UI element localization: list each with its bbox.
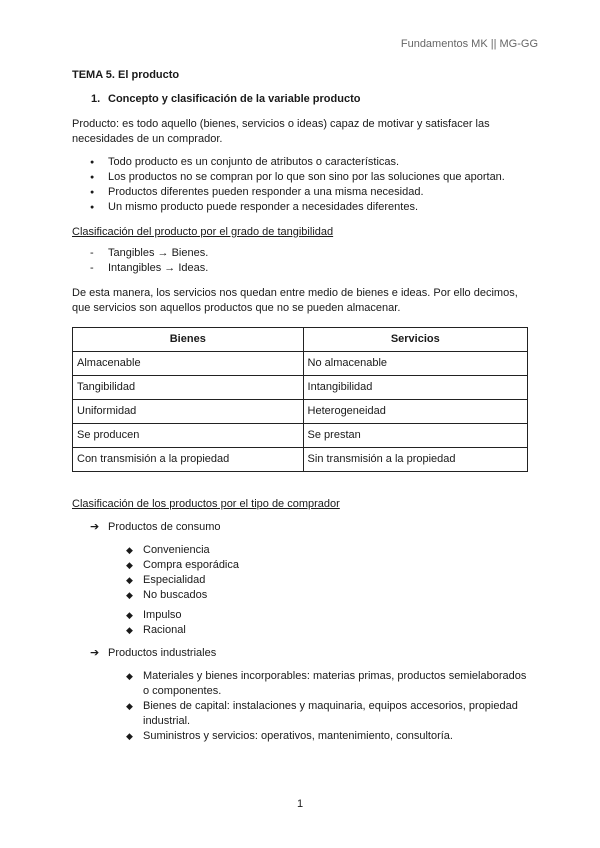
table-cell: No almacenable <box>303 352 527 376</box>
section-label: Concepto y clasificación de la variable producto <box>108 93 361 105</box>
table-cell: Uniformidad <box>73 400 304 424</box>
table-row <box>73 424 528 448</box>
bullet-item: ● Un mismo producto puede responder a necesidades diferentes. <box>90 200 530 215</box>
tangibility-item: - Tangibles → Bienes. <box>90 246 530 261</box>
list-item: ◆ Bienes de capital: instalaciones y maquinaria, equipos accesorios, propiedad industrial. <box>126 699 530 729</box>
tangibility-list <box>72 246 530 276</box>
list-item: ◆ Suministros y servicios: operativos, mantenimiento, consultoría. <box>126 729 530 744</box>
industrial-list <box>72 669 530 744</box>
industrial-products <box>72 646 530 661</box>
services-note: De esta manera, los servicios nos quedan entre medio de bienes e ideas. Por ello decimos, que servicios son aquellos productos que no se pueden almacenar. <box>72 287 518 314</box>
table-row <box>73 376 528 400</box>
table-row <box>73 448 528 472</box>
bullet-item: ● Productos diferentes pueden responder a una misma necesidad. <box>90 185 530 200</box>
list-item: ◆ No buscados <box>126 588 530 603</box>
table-cell: Tangibilidad <box>73 376 304 400</box>
list-item: ◆ Conveniencia <box>126 543 530 558</box>
buyer-heading: Clasificación de los productos por el tipo de comprador <box>72 498 340 510</box>
table-row <box>73 352 528 376</box>
bullet-item: ● Todo producto es un conjunto de atributos o características. <box>90 155 530 170</box>
consumer-list-2 <box>72 608 530 638</box>
list-item: ◆ Especialidad <box>126 573 530 588</box>
page-content <box>72 68 530 744</box>
table-row <box>73 400 528 424</box>
list-item: ◆ Compra esporádica <box>126 558 530 573</box>
arrow-icon: ➔ <box>90 647 100 659</box>
page-header: Fundamentos MK || MG-GG <box>400 38 538 50</box>
goods-services-table <box>72 327 528 472</box>
column-header-bienes: Bienes <box>73 328 304 352</box>
consumer-list-1 <box>72 543 530 603</box>
table-cell: Heterogeneidad <box>303 400 527 424</box>
list-item: ◆ Impulso <box>126 608 530 623</box>
list-item: ◆ Racional <box>126 623 530 638</box>
industrial-label: Productos industriales <box>108 647 217 659</box>
table-cell: Con transmisión a la propiedad <box>73 448 304 472</box>
table-cell: Intangibilidad <box>303 376 527 400</box>
bullet-item: ● Los productos no se compran por lo que son sino por las soluciones que aportan. <box>90 170 530 185</box>
page-title: TEMA 5. El producto <box>72 69 180 81</box>
list-item: ◆ Materiales y bienes incorporables: materias primas, productos semielaborados o componentes. <box>126 669 530 699</box>
table-cell: Almacenable <box>73 352 304 376</box>
table-header-row <box>73 328 528 352</box>
table-cell: Se producen <box>73 424 304 448</box>
tangibility-heading: Clasificación del producto por el grado de tangibilidad <box>72 226 334 238</box>
section-heading <box>72 92 530 107</box>
column-header-servicios: Servicios <box>303 328 527 352</box>
arrow-icon: ➔ <box>90 521 100 533</box>
product-definition: Producto: es todo aquello (bienes, servicios o ideas) capaz de motivar y satisfacer las necesidades de un comprador. <box>72 118 490 145</box>
section-number: 1. <box>91 93 101 105</box>
table-cell: Sin transmisión a la propiedad <box>303 448 527 472</box>
tangibility-item: - Intangibles → Ideas. <box>90 261 530 276</box>
page-number: 1 <box>296 798 304 810</box>
table-cell: Se prestan <box>303 424 527 448</box>
consumer-label: Productos de consumo <box>108 521 221 533</box>
consumer-products <box>72 520 530 535</box>
product-bullets <box>72 155 530 215</box>
